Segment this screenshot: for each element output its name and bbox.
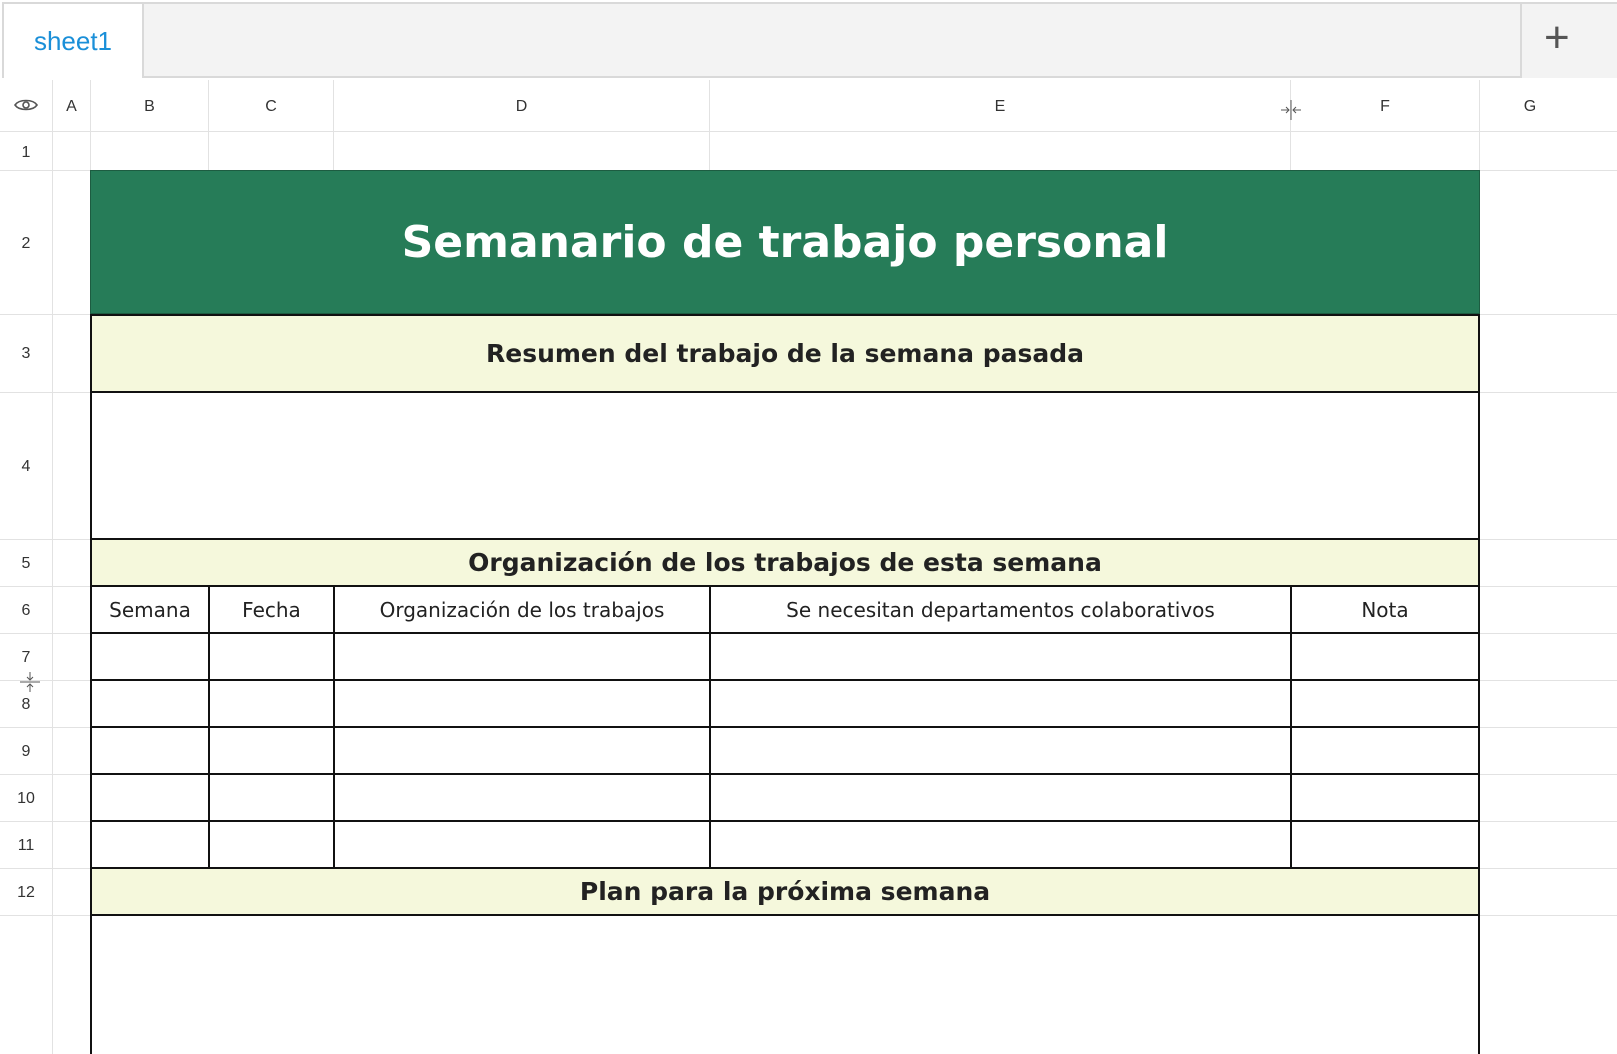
table-cell[interactable] xyxy=(333,632,711,681)
header-label: Nota xyxy=(1361,597,1409,622)
row-header-7[interactable]: 7 xyxy=(21,649,31,666)
table-cell[interactable] xyxy=(709,820,1292,869)
row-header-5[interactable]: 5 xyxy=(21,555,31,572)
table-cell[interactable] xyxy=(90,820,210,869)
table-cell[interactable] xyxy=(90,773,210,822)
row-header-9[interactable]: 9 xyxy=(21,743,31,760)
tab-label: sheet1 xyxy=(33,25,113,56)
header-label: Semana xyxy=(109,597,191,622)
table-cell[interactable] xyxy=(333,679,711,728)
column-header-a[interactable]: A xyxy=(66,98,77,115)
table-cell[interactable] xyxy=(709,679,1292,728)
row-header-3[interactable]: 3 xyxy=(21,345,31,362)
row-header-4[interactable]: 4 xyxy=(21,458,31,475)
section-org-cell[interactable] xyxy=(90,538,1480,587)
table-cell[interactable] xyxy=(1290,726,1480,775)
table-cell[interactable] xyxy=(333,773,711,822)
column-header-d[interactable]: D xyxy=(515,98,528,115)
summary-content-cell[interactable] xyxy=(90,391,1480,540)
table-cell[interactable] xyxy=(333,726,711,775)
section-plan-cell[interactable] xyxy=(90,867,1480,916)
table-cell[interactable] xyxy=(1290,632,1480,681)
spreadsheet-grid[interactable] xyxy=(0,80,1617,1054)
table-header-fecha[interactable] xyxy=(208,585,335,634)
table-cell[interactable] xyxy=(90,726,210,775)
section-org-label: Organización de los trabajos de esta semana xyxy=(468,548,1102,577)
row-header-6[interactable]: 6 xyxy=(21,602,31,619)
table-cell[interactable] xyxy=(709,726,1292,775)
table-cell[interactable] xyxy=(709,632,1292,681)
table-cell[interactable] xyxy=(1290,773,1480,822)
section-summary-label: Resumen del trabajo de la semana pasada xyxy=(486,339,1084,368)
sheet-tab-bar xyxy=(2,2,1617,78)
sheet-title-cell[interactable] xyxy=(90,170,1480,314)
row-header-8[interactable]: 8 xyxy=(21,696,31,713)
table-header-departamentos[interactable] xyxy=(709,585,1292,634)
table-cell[interactable] xyxy=(208,820,335,869)
column-header-c[interactable]: C xyxy=(265,98,277,115)
column-header-e[interactable]: E xyxy=(994,98,1006,115)
table-cell[interactable] xyxy=(90,632,210,681)
row-header-10[interactable]: 10 xyxy=(17,790,35,807)
table-cell[interactable] xyxy=(208,632,335,681)
table-cell[interactable] xyxy=(709,773,1292,822)
tab-sheet1[interactable] xyxy=(4,4,144,78)
table-cell[interactable] xyxy=(1290,679,1480,728)
table-cell[interactable] xyxy=(208,726,335,775)
table-header-semana[interactable] xyxy=(90,585,210,634)
table-cell[interactable] xyxy=(208,773,335,822)
header-label: Se necesitan departamentos colaborativos xyxy=(786,597,1215,622)
table-cell[interactable] xyxy=(90,679,210,728)
column-header-b[interactable]: B xyxy=(144,98,155,115)
row-header-12[interactable]: 12 xyxy=(17,884,35,901)
column-resize-icon[interactable] xyxy=(1279,100,1303,120)
section-summary-cell[interactable] xyxy=(90,314,1480,393)
table-header-organizacion[interactable] xyxy=(333,585,711,634)
plan-content-cell[interactable] xyxy=(90,914,1480,1054)
table-cell[interactable] xyxy=(1290,820,1480,869)
header-label: Organización de los trabajos xyxy=(379,597,665,622)
row-header-2[interactable]: 2 xyxy=(21,235,31,252)
add-sheet-button[interactable] xyxy=(1520,4,1617,78)
column-header-g[interactable]: G xyxy=(1523,98,1537,115)
sheet-title: Semanario de trabajo personal xyxy=(401,216,1169,268)
table-cell[interactable] xyxy=(208,679,335,728)
eye-icon[interactable] xyxy=(14,98,38,112)
table-cell[interactable] xyxy=(333,820,711,869)
header-label: Fecha xyxy=(242,597,301,622)
plus-icon: + xyxy=(1544,13,1570,62)
section-plan-label: Plan para la próxima semana xyxy=(579,877,991,906)
row-header-11[interactable]: 11 xyxy=(17,837,35,854)
column-header-f[interactable]: F xyxy=(1380,98,1390,115)
row-header-1[interactable]: 1 xyxy=(21,144,31,161)
table-header-nota[interactable] xyxy=(1290,585,1480,634)
row-resize-icon[interactable] xyxy=(20,670,40,694)
